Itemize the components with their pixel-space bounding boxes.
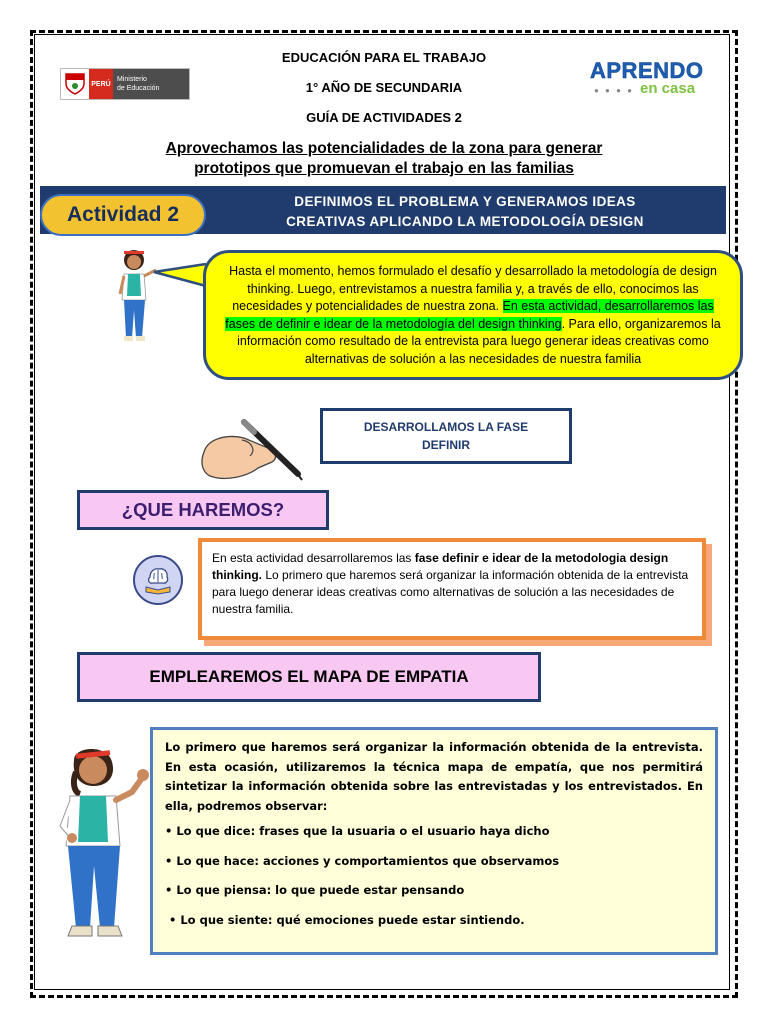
activity-description-box: En esta actividad desarrollaremos las fase definir e idear de la metodologia design thinking. Lo primero que haremos será organizar la información obtenida de la entrevista para luego denerar ideas creativas como alternativas de solución a las necesidades de nuestra familia.	[198, 538, 706, 640]
bullet-piensa: • Lo que piensa: lo que puede estar pensando	[165, 883, 465, 897]
highlighted-text: En esta actividad, desarrollaremos las fases de definir e idear de la metodología del design thinking	[225, 299, 714, 331]
main-title-line2: prototipos que promuevan el trabajo en las familias	[194, 160, 574, 177]
grade-title: 1° AÑO DE SECUNDARIA	[305, 80, 463, 95]
empathy-map-description	[150, 727, 718, 955]
coat-of-arms-icon	[61, 69, 89, 99]
peru-label: PERÚ	[89, 69, 113, 99]
bullet-hace: • Lo que hace: acciones y comportamientos que observamos	[165, 853, 560, 868]
guide-title: GUÍA DE ACTIVIDADES 2	[306, 110, 462, 125]
logo-dots: ● ● ● ●	[594, 86, 634, 95]
bubble-tail	[150, 262, 210, 292]
en-casa-logo-text: en casa	[640, 80, 696, 97]
ministry-label: Ministerio de Educación	[113, 69, 189, 99]
activity-heading: DEFINIMOS EL PROBLEMA Y GENERAMOS IDEAS CREATIVAS APLICANDO LA METODOLOGÍA DESIGN	[286, 194, 644, 229]
intro-speech-bubble: Hasta el momento, hemos formulado el desafío y desarrollado la metodología de design thinking. Luego, entrevistamos a nuestra familia y, a través de ello, conocimos las necesidades y potencialidades de nuestra zona. En esta actividad, desarrollaremos las fases de definir e idear de la metodología del design thinking. Para ello, organizaremos la información como resultado de la entrevista para luego generar ideas creativas como alternativas de solución a las necesidades de nuestra familia	[203, 250, 743, 380]
phase-define-box: DESARROLLAMOS LA FASE DEFINIR	[320, 408, 572, 464]
main-title-line1: Aprovechamos las potencialidades de la zona para generar	[165, 140, 603, 157]
que-haremos-heading: ¿QUE HAREMOS?	[77, 490, 329, 530]
empathy-intro: Lo primero que haremos será organizar la información obtenida de la entrevista. En esta ocasión, utilizaremos la técnica mapa de empatía, que nos permitirá sintetizar la información obtenida sobre las entrevistadas y los entrevistados. En ella, podremos observar:	[165, 740, 703, 813]
bullet-siente: • Lo que siente: qué emociones puede estar sintiendo.	[165, 912, 525, 927]
girl-illustration	[112, 246, 164, 346]
bullet-dice: • Lo que dice: frases que la usuaria o el usuario haya dicho	[165, 824, 550, 838]
aprendo-logo-text: APRENDO	[590, 58, 704, 83]
subject-title: EDUCACIÓN PARA EL TRABAJO	[281, 50, 487, 65]
girl-waving-illustration	[46, 742, 152, 944]
hand-writing-icon	[198, 412, 308, 484]
empathy-map-heading: EMPLEAREMOS EL MAPA DE EMPATIA	[77, 652, 541, 702]
aprendo-en-casa-logo	[590, 58, 718, 98]
brain-book-icon	[133, 555, 183, 605]
activity-label: Actividad 2	[40, 194, 206, 236]
minedu-logo	[60, 68, 190, 100]
